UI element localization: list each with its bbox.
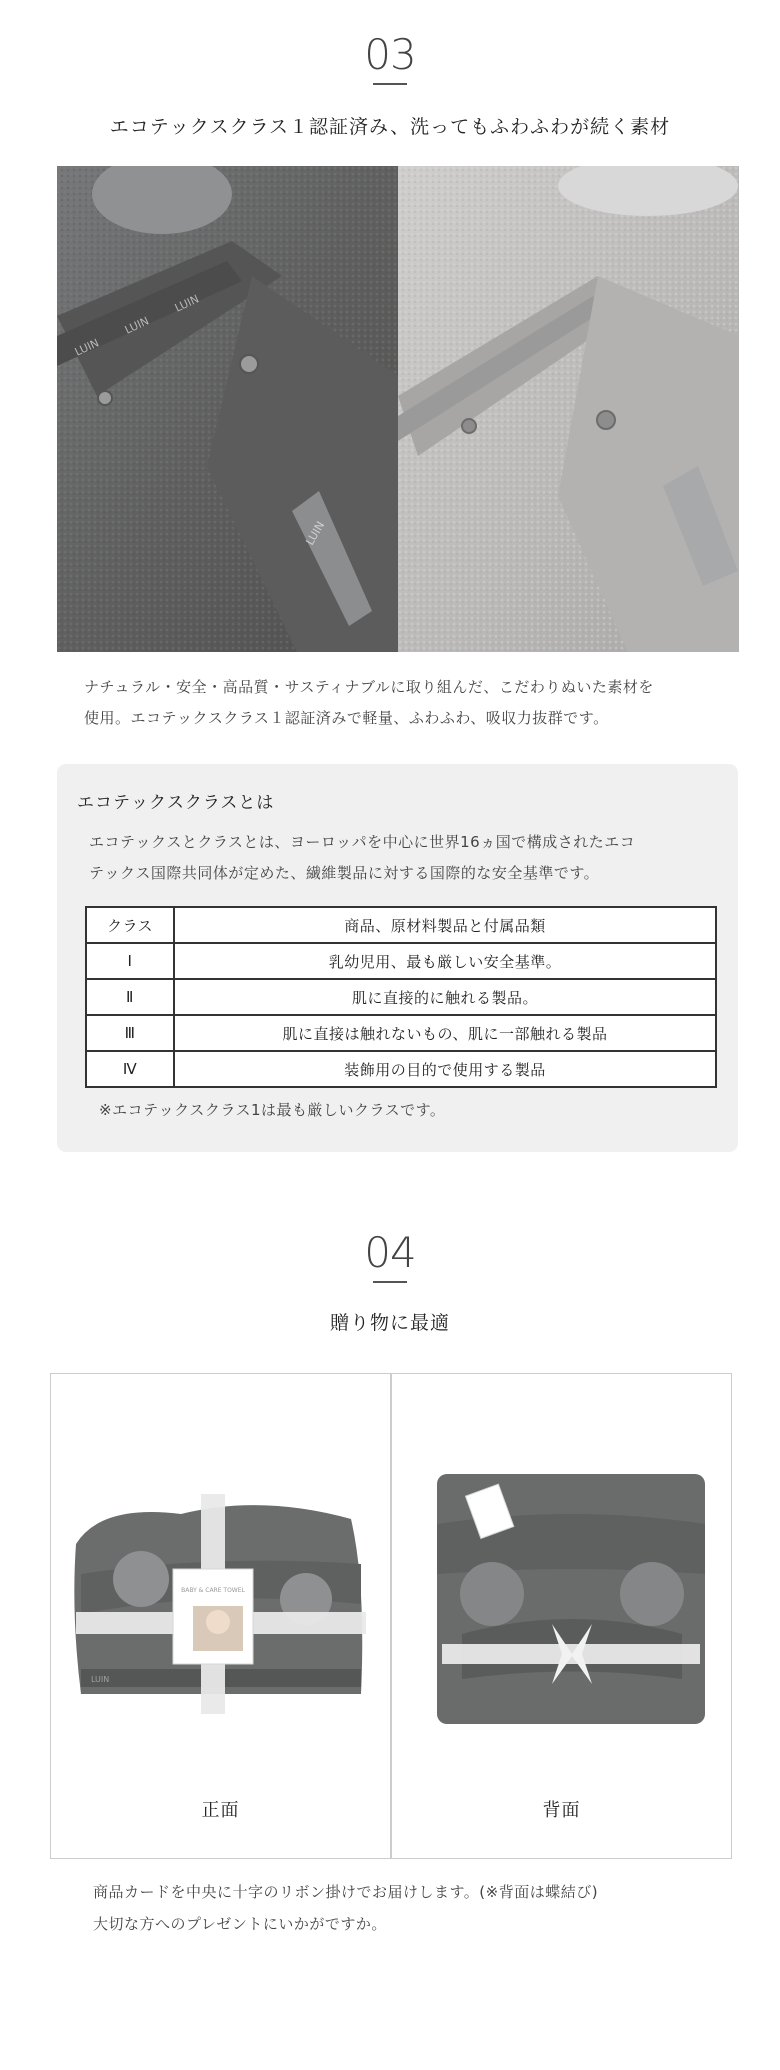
table-cell-class: Ⅱ bbox=[86, 979, 174, 1015]
section-04-description bbox=[93, 1876, 598, 1940]
gift-back-caption: 背面 bbox=[542, 1800, 581, 1821]
svg-text:LUIN: LUIN bbox=[172, 292, 202, 315]
svg-text:LUIN: LUIN bbox=[122, 314, 152, 337]
table-cell-description: 乳幼児用、最も厳しい安全基準。 bbox=[174, 943, 716, 979]
section-04-title: 贈り物に最適 bbox=[329, 1312, 450, 1334]
table-row bbox=[86, 943, 716, 979]
section-03-description-line: ナチュラル・安全・高品質・サスティナブルに取り組んだ、こだわりぬいた素材を bbox=[84, 678, 654, 696]
light-towel-closeup-image bbox=[398, 166, 739, 652]
section-03-title: エコテックスクラス１認証済み、洗ってもふわふわが続く素材 bbox=[109, 116, 671, 138]
section-04-description-line: 大切な方へのプレゼントにいかがですか。 bbox=[93, 1915, 387, 1933]
table-cell-description: 肌に直接的に触れる製品。 bbox=[174, 979, 716, 1015]
towel-edge-brand: LUIN bbox=[91, 1675, 110, 1684]
ecotex-info-box bbox=[57, 764, 738, 1152]
info-box-description-line: エコテックスとクラスとは、ヨーロッパを中心に世界16ヵ国で構成されたエコ bbox=[89, 833, 636, 851]
product-card-text: BABY & CARE TOWEL bbox=[181, 1587, 245, 1594]
gift-back-card bbox=[391, 1373, 732, 1859]
table-header-class: クラス bbox=[86, 907, 174, 943]
section-04-description-line: 商品カードを中央に十字のリボン掛けでお届けします。(※背面は蝶結び) bbox=[93, 1883, 599, 1901]
gift-back-image bbox=[402, 1464, 722, 1734]
svg-text:LUIN: LUIN bbox=[72, 336, 102, 359]
info-box-note: ※エコテックスクラス1は最も厳しいクラスです。 bbox=[99, 1101, 446, 1119]
info-box-description-line: テックス国際共同体が定めた、繊維製品に対する国際的な安全基準です。 bbox=[89, 864, 600, 882]
table-cell-class: Ⅰ bbox=[86, 943, 174, 979]
label-tag-text: LUIN bbox=[303, 519, 328, 548]
table-row bbox=[86, 1051, 716, 1087]
section-04-underline bbox=[373, 1281, 407, 1283]
table-header-row bbox=[86, 907, 716, 943]
info-box-title: エコテックスクラスとは bbox=[77, 793, 275, 813]
section-04-number: 04 bbox=[364, 1228, 416, 1277]
section-03-number: 03 bbox=[364, 30, 416, 79]
table-row bbox=[86, 1015, 716, 1051]
section-03-description bbox=[84, 672, 654, 734]
table-header-products: 商品、原材料製品と付属品類 bbox=[174, 907, 716, 943]
section-03-underline bbox=[373, 83, 407, 85]
ecotex-class-table bbox=[85, 906, 717, 1088]
table-cell-description: 肌に直接は触れないもの、肌に一部触れる製品 bbox=[174, 1015, 716, 1051]
gift-front-image bbox=[61, 1464, 381, 1734]
gift-front-caption: 正面 bbox=[201, 1800, 240, 1821]
info-box-description bbox=[89, 827, 709, 889]
gift-front-card bbox=[50, 1373, 391, 1859]
dark-towel-closeup-image bbox=[57, 166, 398, 652]
table-row bbox=[86, 979, 716, 1015]
section-03-description-line: 使用。エコテックスクラス１認証済みで軽量、ふわふわ、吸収力抜群です。 bbox=[84, 709, 609, 727]
table-cell-class: Ⅲ bbox=[86, 1015, 174, 1051]
table-cell-class: Ⅳ bbox=[86, 1051, 174, 1087]
table-cell-description: 装飾用の目的で使用する製品 bbox=[174, 1051, 716, 1087]
